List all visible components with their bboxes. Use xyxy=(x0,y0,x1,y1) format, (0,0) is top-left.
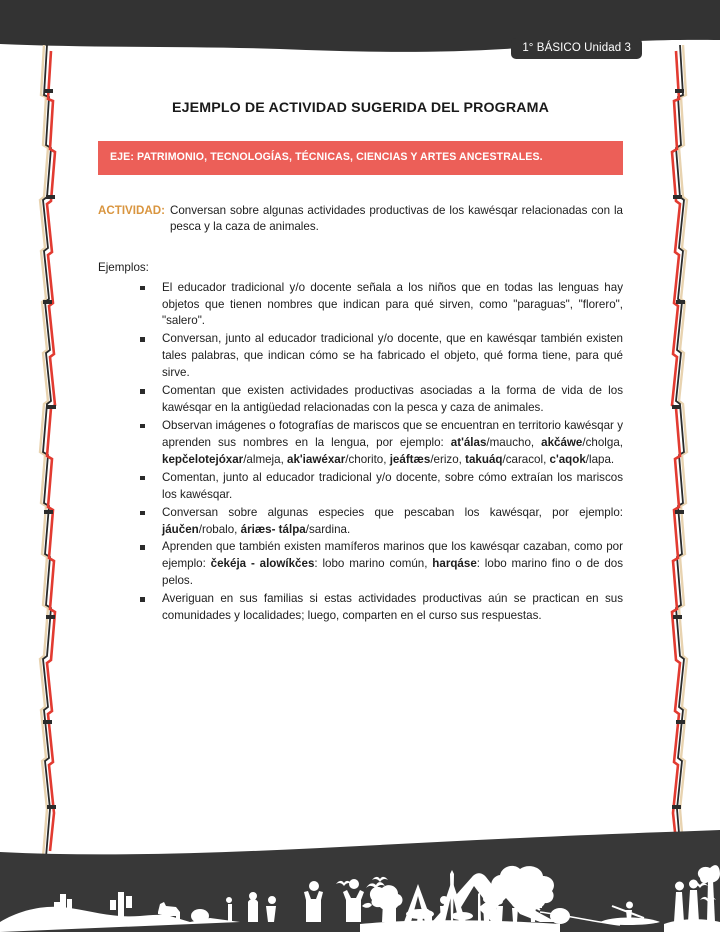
list-item: El educador tradicional y/o docente señala a los niños que en todas las lenguas hay objetos que tienen nombres que indican para qué sirven, como "paraguas", "florero", "salero". xyxy=(140,280,623,331)
right-decorative-border xyxy=(667,45,707,857)
actividad-label: ACTIVIDAD: xyxy=(98,203,165,217)
document-content xyxy=(98,100,623,626)
list-item: Conversan sobre algunas especies que pescaban los kawésqar, por ejemplo: jáučen/robalo, áriæs- tálpa/sardina. xyxy=(140,505,623,539)
list-item: Averiguan en sus familias si estas actividades productivas aún se practican en sus comunidades y localidades; luego, comparten en el curso sus respuestas. xyxy=(140,591,623,625)
page-title: EJEMPLO DE ACTIVIDAD SUGERIDA DEL PROGRAMA xyxy=(171,100,550,116)
list-item: Observan imágenes o fotografías de mariscos que se encuentran en territorio kawésqar y aprenden sus nombres en la lengua, por ejemplo: at'álas/maucho, akčáwe/cholga, kepčelotejóxar/almeja, ak'iawéxar/chorito, jeáftæs/erizo, takuáq/caracol, c'aqok/lapa. xyxy=(140,418,623,469)
list-item: Conversan, junto al educador tradicional y/o docente, que en kawésqar también existen tales palabras, que indican cómo se ha fabricado el objeto, qué forma tiene, para qué sirve. xyxy=(140,331,623,382)
unit-badge: 1° BÁSICO Unidad 3 xyxy=(511,38,642,59)
bottom-landscape-silhouette xyxy=(0,830,720,932)
top-wave-decoration xyxy=(0,0,720,70)
left-decorative-border xyxy=(20,45,60,857)
list-item: Comentan que existen actividades productivas asociadas a la forma de vida de los kawésqar en la antigüedad relacionadas con la pesca y caza de animales. xyxy=(140,383,623,417)
actividad-block xyxy=(98,203,623,236)
examples-list xyxy=(98,280,623,625)
list-item: Comentan, junto al educador tradicional y/o docente, sobre cómo extraían los mariscos los kawésqar. xyxy=(140,470,623,504)
eje-banner: EJE: PATRIMONIO, TECNOLOGÍAS, TÉCNICAS, CIENCIAS Y ARTES ANCESTRALES. xyxy=(98,141,623,175)
actividad-text: Conversan sobre algunas actividades productivas de los kawésqar relacionadas con la pesca y la caza de animales. xyxy=(169,203,623,234)
ejemplos-label: Ejemplos: xyxy=(98,260,149,274)
list-item: Aprenden que también existen mamíferos marinos que los kawésqar cazaban, como por ejemplo: čekéja - alowíkčes: lobo marino común, harqáse: lobo marino fino o de dos pelos. xyxy=(140,539,623,590)
